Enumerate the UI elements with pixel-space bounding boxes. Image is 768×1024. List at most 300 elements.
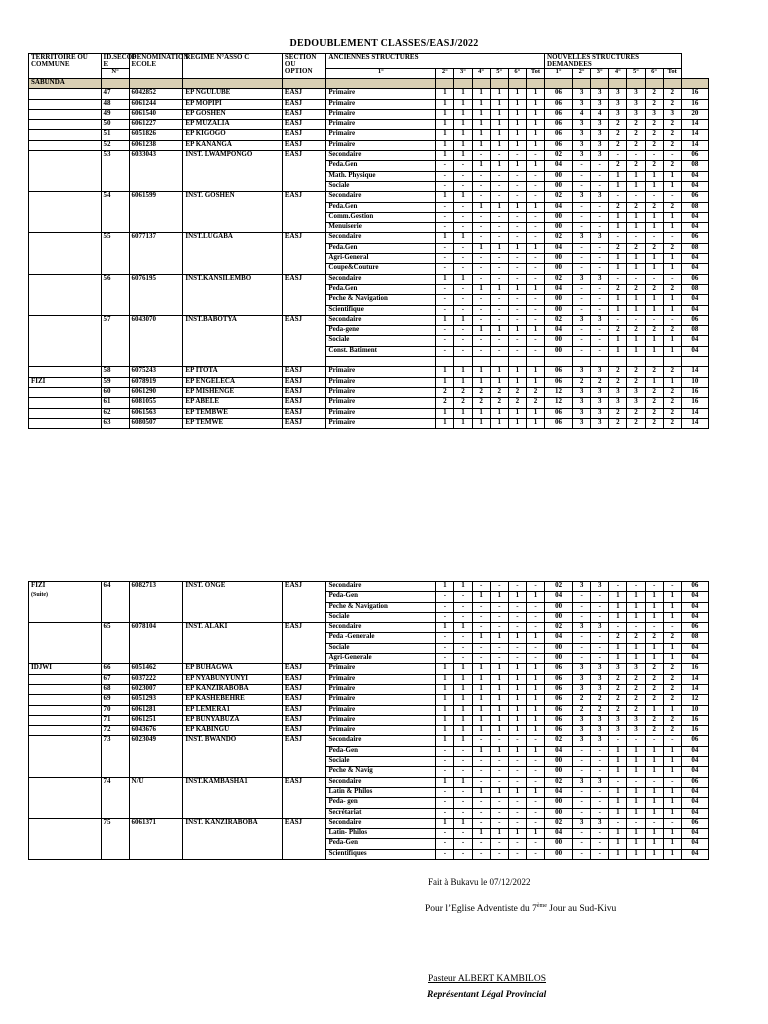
new-value: 3 [591, 726, 609, 736]
new-value: - [573, 808, 591, 818]
new-value: 1 [663, 787, 681, 797]
new-value: 2 [663, 408, 681, 418]
section-cell: Primaire [326, 367, 436, 377]
table-row [29, 377, 709, 387]
old-value: 1 [454, 192, 472, 202]
old-value: - [436, 305, 454, 315]
school-name [183, 612, 283, 622]
old-value: 1 [454, 130, 472, 140]
school-regime: EASJ [282, 367, 326, 377]
new-value: 2 [645, 695, 663, 705]
old-value: 1 [508, 664, 526, 674]
old-value: - [508, 264, 526, 274]
old-value: 1 [508, 367, 526, 377]
church-line-sup: ème [536, 903, 547, 909]
new-value: 04 [681, 295, 708, 305]
new-value: - [591, 181, 609, 191]
territoire-sub: (Suite) [29, 592, 102, 602]
new-value: 3 [609, 99, 627, 109]
old-value: - [490, 295, 508, 305]
school-name: INST.KANSILEMBO [183, 274, 282, 284]
school-id: 6061238 [129, 140, 183, 150]
old-value: 04 [545, 592, 573, 602]
old-value: 1 [526, 695, 544, 705]
section-cell: Peda- gen [326, 798, 436, 808]
old-value: - [454, 243, 472, 253]
new-value: - [573, 305, 591, 315]
section-cell: Peda -Generale [326, 633, 436, 643]
new-value: 1 [627, 829, 645, 839]
new-value: 2 [573, 377, 591, 387]
school-name [183, 849, 283, 859]
new-value: - [591, 264, 609, 274]
new-value: - [627, 736, 645, 746]
new-value: 06 [681, 736, 708, 746]
old-value: - [436, 767, 454, 777]
section-cell: Sociale [326, 612, 436, 622]
new-value: 2 [663, 633, 681, 643]
territoire-cell [29, 798, 102, 808]
table-row [29, 674, 709, 684]
new-value: 1 [627, 212, 645, 222]
new-value: 1 [645, 295, 663, 305]
new-value: 1 [627, 798, 645, 808]
new-value: 3 [591, 192, 609, 202]
school-id: 6061227 [129, 120, 183, 130]
new-value: - [573, 346, 591, 356]
school-regime: EASJ [282, 664, 326, 674]
new-value: - [609, 192, 627, 202]
table1-header [29, 54, 709, 79]
table-row [29, 109, 709, 119]
new-value: 3 [573, 387, 591, 397]
school-number: 72 [101, 726, 129, 736]
old-value: 1 [454, 408, 472, 418]
old-value: 1 [472, 367, 490, 377]
territoire-cell [29, 346, 102, 356]
new-value: - [627, 274, 645, 284]
section-cell: Menuiserie [326, 223, 436, 233]
old-value: 00 [545, 171, 573, 181]
school-id: 6082713 [129, 582, 183, 592]
new-value: 1 [645, 305, 663, 315]
school-number: 71 [101, 715, 129, 725]
blank-cell [627, 357, 645, 367]
old-value: - [508, 233, 526, 243]
old-value: - [454, 254, 472, 264]
new-value: - [573, 254, 591, 264]
old-value: - [454, 212, 472, 222]
school-regime [282, 798, 326, 808]
old-value: 1 [472, 746, 490, 756]
new-value: 2 [663, 243, 681, 253]
section-cell: Primaire [326, 109, 436, 119]
school-number [101, 284, 129, 294]
old-value: - [490, 151, 508, 161]
old-value: 1 [526, 705, 544, 715]
school-name [183, 839, 283, 849]
new-value: 2 [663, 284, 681, 294]
new-value: 3 [573, 818, 591, 828]
new-value: 1 [609, 171, 627, 181]
new-value: - [663, 623, 681, 633]
school-regime: EASJ [282, 408, 326, 418]
new-value: 1 [609, 839, 627, 849]
new-value: 2 [627, 120, 645, 130]
new-value: 2 [645, 367, 663, 377]
school-name [183, 787, 283, 797]
school-name: EP LEMERA1 [183, 705, 283, 715]
old-value: - [454, 849, 472, 859]
new-value: 1 [609, 254, 627, 264]
school-regime [282, 295, 326, 305]
new-value: 1 [609, 336, 627, 346]
new-value: 2 [609, 367, 627, 377]
section-cell: Secondaire [326, 736, 436, 746]
table-row [29, 181, 709, 191]
table-row [29, 418, 709, 428]
old-value: 1 [454, 582, 472, 592]
school-name [183, 212, 282, 222]
old-value: - [526, 223, 544, 233]
new-value: 3 [591, 367, 609, 377]
new-value: 3 [591, 736, 609, 746]
old-value: - [490, 233, 508, 243]
old-value: - [490, 264, 508, 274]
old-value: - [490, 223, 508, 233]
new-value: 1 [627, 757, 645, 767]
new-value: 3 [609, 726, 627, 736]
old-value: - [526, 192, 544, 202]
old-value: 06 [545, 684, 573, 694]
old-value: - [508, 212, 526, 222]
old-value: 02 [545, 818, 573, 828]
old-value: - [472, 736, 490, 746]
school-name [183, 633, 283, 643]
school-name: EP BUHAGWA [183, 664, 283, 674]
new-value: 2 [645, 684, 663, 694]
new-value: 3 [645, 109, 663, 119]
old-value: - [526, 151, 544, 161]
old-value: - [436, 212, 454, 222]
old-value: 1 [526, 161, 544, 171]
table-row [29, 592, 709, 602]
old-value: 1 [454, 726, 472, 736]
school-number: 56 [101, 274, 129, 284]
old-value: 1 [472, 99, 490, 109]
territoire-cell [29, 767, 102, 777]
old-value: - [490, 808, 508, 818]
old-value: 1 [526, 377, 544, 387]
school-name [183, 643, 283, 653]
new-value: - [591, 295, 609, 305]
old-value: 2 [508, 387, 526, 397]
new-value: - [573, 787, 591, 797]
table-row [29, 264, 709, 274]
new-value: 14 [681, 684, 708, 694]
school-number: 61 [101, 398, 129, 408]
old-value: 1 [436, 140, 454, 150]
school-regime: EASJ [282, 109, 326, 119]
old-value: 1 [490, 715, 508, 725]
territoire-cell [29, 684, 102, 694]
new-value: - [663, 192, 681, 202]
old-value: - [436, 602, 454, 612]
school-name [183, 254, 282, 264]
old-value: 1 [508, 202, 526, 212]
school-number [101, 757, 129, 767]
new-value: - [609, 736, 627, 746]
old-value: 12 [545, 398, 573, 408]
old-value: - [526, 305, 544, 315]
old-value: 1 [508, 99, 526, 109]
school-id [129, 849, 183, 859]
old-value: - [436, 808, 454, 818]
old-value: 1 [472, 140, 490, 150]
old-value: - [472, 264, 490, 274]
new-value: 3 [591, 777, 609, 787]
new-value: 2 [627, 674, 645, 684]
school-name: INST.BABOTYA [183, 315, 282, 325]
new-value: 3 [663, 109, 681, 119]
new-value: 1 [645, 787, 663, 797]
territoire-cell [29, 839, 102, 849]
school-id [129, 829, 183, 839]
old-value: 1 [508, 243, 526, 253]
old-value: 1 [508, 715, 526, 725]
new-value: 2 [645, 408, 663, 418]
new-value: - [663, 274, 681, 284]
new-value: 1 [627, 592, 645, 602]
new-value: 3 [591, 398, 609, 408]
old-value: - [490, 757, 508, 767]
table-row [29, 726, 709, 736]
old-value: 1 [454, 140, 472, 150]
territoire-cell [29, 284, 102, 294]
old-value: 06 [545, 99, 573, 109]
new-value: 1 [663, 336, 681, 346]
old-value: 1 [436, 695, 454, 705]
school-name [183, 326, 282, 336]
section-cell: Agri-General [326, 254, 436, 264]
school-regime: EASJ [282, 233, 326, 243]
old-value: 04 [545, 161, 573, 171]
old-value: 1 [472, 377, 490, 387]
old-value: 1 [508, 408, 526, 418]
territoire-cell [29, 326, 102, 336]
table-row [29, 202, 709, 212]
school-id: 6075243 [129, 367, 183, 377]
old-value: 1 [454, 715, 472, 725]
section-cell: Peda-gene [326, 326, 436, 336]
new-value: 1 [645, 171, 663, 181]
school-name: INST. LWAMPONGO [183, 151, 282, 161]
school-number [101, 798, 129, 808]
new-value: - [609, 315, 627, 325]
new-value: 3 [609, 89, 627, 99]
old-value: 1 [472, 284, 490, 294]
school-number: 59 [101, 377, 129, 387]
table-row [29, 387, 709, 397]
old-value: 1 [490, 109, 508, 119]
school-id: 6043676 [129, 726, 183, 736]
new-value: 1 [627, 346, 645, 356]
new-value: - [663, 315, 681, 325]
old-value: 00 [545, 757, 573, 767]
school-id: 6051826 [129, 130, 183, 140]
territoire-cell [29, 736, 102, 746]
new-value: 4 [573, 109, 591, 119]
blank-cell [129, 357, 183, 367]
new-value: 04 [681, 849, 708, 859]
new-value: 04 [681, 643, 708, 653]
header-old-structures: ANCIENNES STRUCTURES [326, 54, 545, 69]
table-row [29, 612, 709, 622]
old-value: - [454, 602, 472, 612]
old-value: 1 [526, 787, 544, 797]
section-cell: Agri-Generale [326, 654, 436, 664]
school-number: 70 [101, 705, 129, 715]
school-name [183, 305, 282, 315]
header-id-secope: ID.SECOP E [101, 54, 129, 69]
school-id: 6081055 [129, 398, 183, 408]
school-name: EP MUZALIA [183, 120, 282, 130]
old-value: 02 [545, 736, 573, 746]
old-value: - [436, 633, 454, 643]
old-value: - [490, 254, 508, 264]
old-value: 1 [526, 109, 544, 119]
old-value: - [454, 346, 472, 356]
old-value: 1 [526, 408, 544, 418]
new-value: 3 [591, 715, 609, 725]
school-id: 6051462 [129, 664, 183, 674]
new-value: 2 [627, 284, 645, 294]
territoire-cell [29, 408, 102, 418]
school-id [129, 254, 183, 264]
school-regime [282, 757, 326, 767]
old-value: - [454, 326, 472, 336]
new-value: - [573, 654, 591, 664]
school-id [129, 612, 183, 622]
old-value: - [526, 346, 544, 356]
old-value: 2 [454, 387, 472, 397]
school-name [183, 202, 282, 212]
new-value: 1 [663, 612, 681, 622]
new-value: 1 [609, 849, 627, 859]
new-value: 06 [681, 315, 708, 325]
header-col-new-2: 3° [591, 69, 609, 79]
school-name: EP ABELE [183, 398, 282, 408]
territoire-cell [29, 398, 102, 408]
new-value: 1 [627, 612, 645, 622]
old-value: 1 [436, 684, 454, 694]
new-value: - [591, 643, 609, 653]
new-value: 2 [609, 418, 627, 428]
territoire-cell [29, 818, 102, 828]
school-name: INST. ALAKI [183, 623, 283, 633]
old-value: 06 [545, 130, 573, 140]
old-value: - [490, 192, 508, 202]
old-value: 1 [490, 243, 508, 253]
territoire-cell [29, 274, 102, 284]
blank-cell [183, 357, 282, 367]
old-value: - [454, 592, 472, 602]
old-value: 04 [545, 746, 573, 756]
new-value: 04 [681, 757, 708, 767]
new-value: 3 [627, 109, 645, 119]
school-number: 65 [101, 623, 129, 633]
new-value: 1 [609, 346, 627, 356]
old-value: - [526, 315, 544, 325]
school-regime: EASJ [282, 89, 326, 99]
old-value: - [508, 736, 526, 746]
new-value: 3 [591, 623, 609, 633]
new-value: 2 [609, 674, 627, 684]
old-value: 1 [490, 664, 508, 674]
new-value: - [591, 243, 609, 253]
header-new-structures: NOUVELLES STRUCTURES DEMANDEES [545, 54, 682, 69]
old-value: 06 [545, 664, 573, 674]
old-value: - [490, 839, 508, 849]
table-row [29, 757, 709, 767]
territoire-cell [29, 746, 102, 756]
old-value: 1 [454, 367, 472, 377]
old-value: 1 [472, 161, 490, 171]
new-value: 2 [645, 715, 663, 725]
new-value: 1 [663, 592, 681, 602]
doubling-table-part2 [28, 581, 709, 860]
new-value: - [591, 284, 609, 294]
section-cell: Peche & Navig [326, 767, 436, 777]
school-name [183, 223, 282, 233]
table-row [29, 715, 709, 725]
new-value: 14 [681, 367, 708, 377]
old-value: 1 [454, 418, 472, 428]
school-name [183, 829, 283, 839]
new-value: 1 [645, 377, 663, 387]
old-value: - [436, 592, 454, 602]
new-value: 1 [609, 643, 627, 653]
school-name [183, 767, 283, 777]
old-value: - [526, 643, 544, 653]
new-value: 2 [627, 367, 645, 377]
header-regime: REGIME N°ASSO C [183, 54, 282, 79]
new-value: - [573, 171, 591, 181]
old-value: 1 [436, 664, 454, 674]
old-value: 1 [526, 633, 544, 643]
school-regime [282, 839, 326, 849]
school-number [101, 212, 129, 222]
territoire-cell [29, 633, 102, 643]
old-value: - [436, 264, 454, 274]
school-regime: EASJ [282, 377, 326, 387]
new-value: 3 [573, 736, 591, 746]
new-value: - [609, 623, 627, 633]
school-name [183, 284, 282, 294]
old-value: - [490, 654, 508, 664]
blank-cell [545, 357, 573, 367]
new-value: 14 [681, 120, 708, 130]
new-value: - [591, 305, 609, 315]
old-value: 1 [508, 161, 526, 171]
school-id: 6061251 [129, 715, 183, 725]
table-row [29, 746, 709, 756]
new-value: 2 [627, 130, 645, 140]
old-value: 1 [508, 284, 526, 294]
old-value: - [526, 757, 544, 767]
old-value: 1 [508, 674, 526, 684]
old-value: 00 [545, 602, 573, 612]
